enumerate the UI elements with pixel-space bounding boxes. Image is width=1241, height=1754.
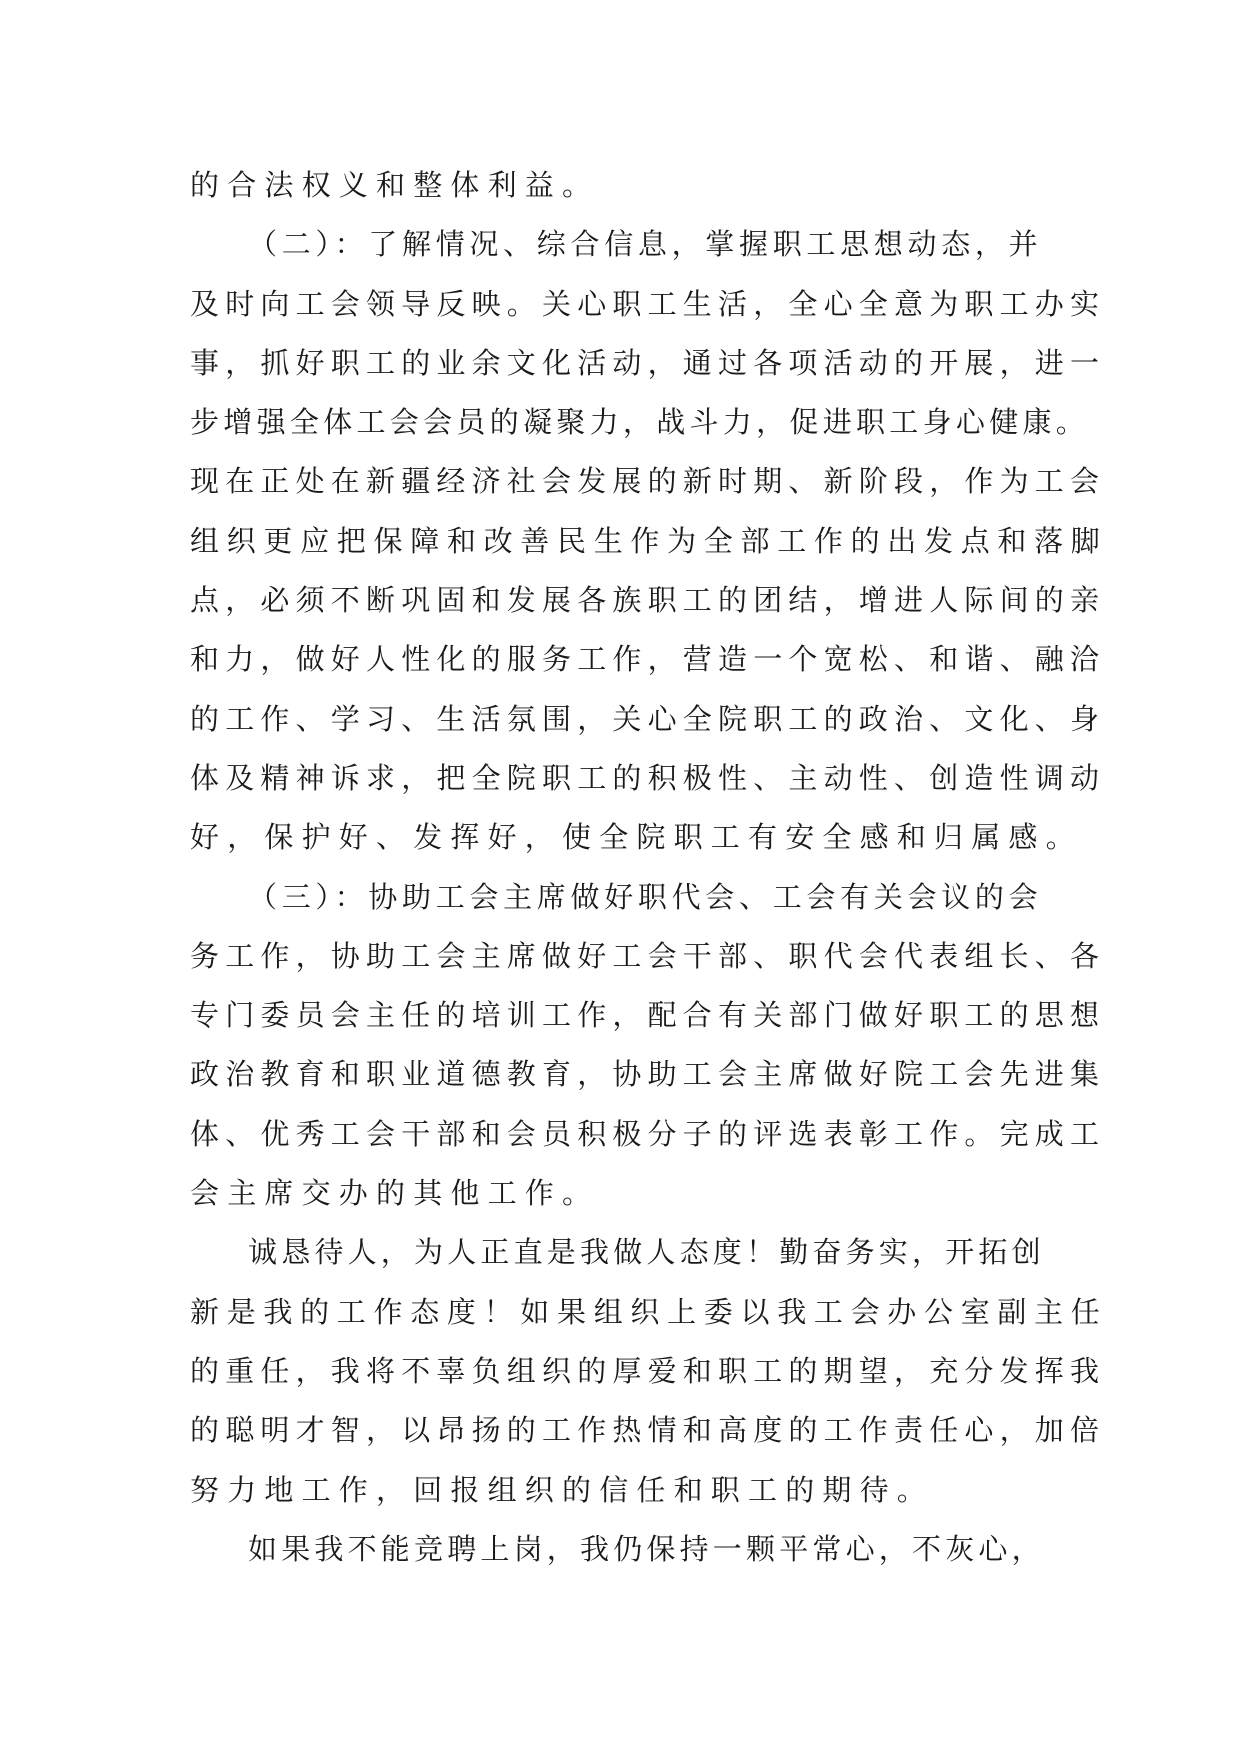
text-line: 如果我不能竞聘上岗，我仍保持一颗平常心，不灰心， [248, 1531, 1045, 1566]
body-text [190, 156, 1108, 1579]
text-line: 的聪明才智，以昂扬的工作热情和高度的工作责任心，加倍 [190, 1413, 1106, 1448]
text-line: （三）：协助工会主席做好职代会、工会有关会议的会 [248, 879, 1043, 914]
text-line: 现在正处在新疆经济社会发展的新时期、新阶段，作为工会 [190, 464, 1106, 499]
text-line: 及时向工会领导反映。关心职工生活，全心全意为职工办实 [190, 286, 1106, 321]
text-line: 新是我的工作态度！如果组织上委以我工会办公室副主任 [190, 1294, 1108, 1329]
text-line: 体及精神诉求，把全院职工的积极性、主动性、创造性调动 [190, 760, 1106, 795]
text-line: 步增强全体工会会员的凝聚力，战斗力，促进职工身心健康。 [190, 405, 1090, 440]
text-line: 事，抓好职工的业余文化活动，通过各项活动的开展，进一 [190, 345, 1106, 380]
text-line: 的合法权义和整体利益。 [190, 168, 600, 202]
text-line: 的重任，我将不辜负组织的厚爱和职工的期望，充分发挥我 [190, 1353, 1106, 1388]
text-line: 的工作、学习、生活氛围，关心全院职工的政治、文化、身 [190, 701, 1106, 736]
text-line: 政治教育和职业道德教育，协助工会主席做好院工会先进集 [190, 1057, 1106, 1092]
text-line: 诚恳待人，为人正直是我做人态度！勤奋务实，开拓创 [248, 1235, 1045, 1270]
text-line: 会主席交办的其他工作。 [190, 1176, 600, 1211]
text-line: 务工作，协助工会主席做好工会干部、职代会代表组长、各 [190, 938, 1106, 973]
text-line: 专门委员会主任的培训工作，配合有关部门做好职工的思想 [190, 998, 1106, 1033]
text-line: 好，保护好、发挥好，使全院职工有安全感和归属感。 [190, 820, 1083, 855]
text-line: 体、优秀工会干部和会员积极分子的评选表彰工作。完成工 [190, 1116, 1106, 1151]
text-line: （二）：了解情况、综合信息，掌握职工思想动态，并 [248, 227, 1043, 262]
text-line: 和力，做好人性化的服务工作，营造一个宽松、和谐、融洽 [190, 642, 1106, 677]
text-line: 点，必须不断巩固和发展各族职工的团结，增进人际间的亲 [190, 583, 1106, 618]
text-line: 努力地工作，回报组织的信任和职工的期待。 [190, 1472, 935, 1507]
text-line: 组织更应把保障和改善民生作为全部工作的出发点和落脚 [190, 523, 1108, 558]
